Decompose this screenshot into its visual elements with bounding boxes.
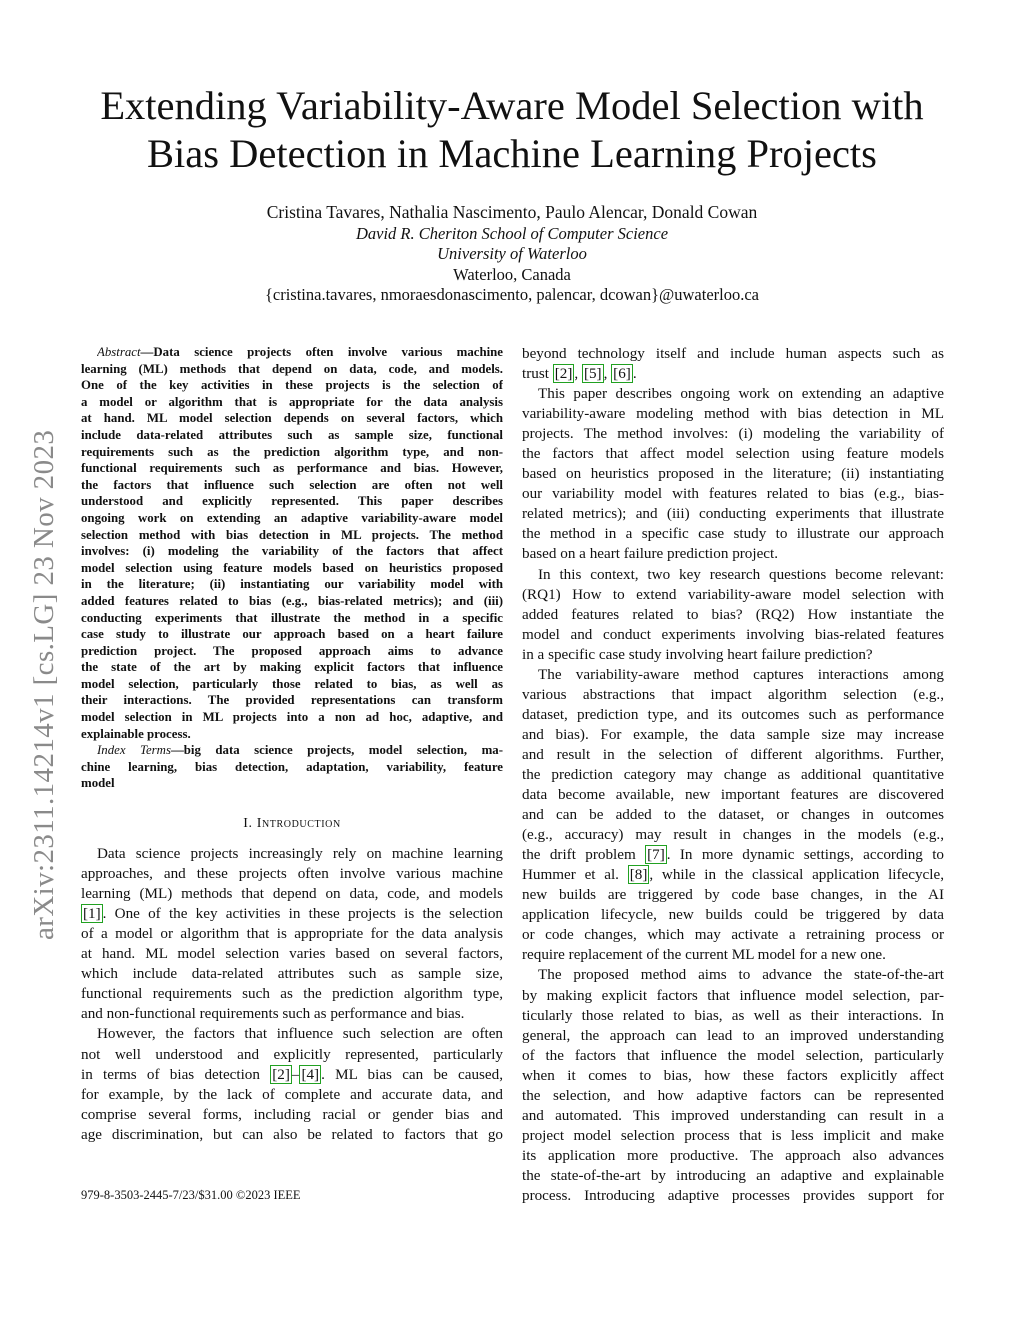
body-line: and bias). For example, the data sample size may increase	[522, 725, 944, 743]
abstract-line: functional requirements such as performance and bias. However,	[81, 461, 503, 476]
author-department: David R. Cheriton School of Computer Science	[355, 223, 669, 243]
body-line: variability-aware modeling method with bias detection in ML	[522, 405, 944, 423]
author-city: Waterloo, Canada	[453, 264, 571, 284]
abstract-line: explainable process.	[81, 726, 191, 741]
title-line-1: Extending Variability-Aware Model Selection with	[100, 83, 924, 128]
citation-link[interactable]: [5]	[583, 365, 602, 383]
intro-left-body	[81, 844, 503, 1145]
body-line: and automated. This improved understanding can result in a	[522, 1106, 944, 1124]
abstract-line: conducting experiments that illustrate the method in a specific	[81, 610, 503, 625]
abstract-line: Abstract—Data science projects often involve various machine	[97, 345, 503, 359]
abstract-line: understood and explicitly represented. This paper describes	[81, 494, 503, 509]
body-line: and can be added to the dataset, or changes in outcomes	[522, 806, 944, 824]
body-line: related metrics); and (iii) conducting experiments that illustrate	[522, 505, 944, 523]
author-emails: {cristina.tavares, nmoraesdonascimento, palencar, dcowan}@uwaterloo.ca	[264, 285, 759, 304]
abstract-line: added features related to bias (e.g., bias-related metrics); and (iii)	[81, 593, 503, 608]
body-line: in terms of bias detection [2] – [4] . ML bias can be caused,	[81, 1065, 503, 1083]
body-line: age discrimination, but can also be related to factors that go	[81, 1125, 503, 1143]
body-line: the factors that affect model selection using feature models	[522, 445, 944, 463]
citation-link[interactable]: [8]	[629, 866, 648, 884]
citation-link[interactable]: [7]	[647, 846, 665, 864]
title-line-2: Bias Detection in Machine Learning Projects	[147, 131, 877, 176]
body-line: at hand. ML model selection varies based on several factors,	[81, 945, 503, 963]
body-line: (RQ1) How to extend variability-aware model selection with	[522, 585, 944, 603]
body-line: project model selection process that is less implicit and make	[522, 1126, 944, 1144]
body-line: of a model or algorithm that is appropriate for the data analysis	[81, 925, 503, 943]
left-column	[81, 344, 503, 1145]
body-line: beyond technology itself and include human aspects such as	[522, 345, 944, 362]
citation-link[interactable]: [1]	[83, 905, 101, 923]
body-line: data become available, new important features are discovered	[522, 786, 944, 804]
body-line: trust [2] , [5] , [6] .	[522, 365, 637, 383]
body-line: not well understood and explicitly represented, particularly	[81, 1045, 503, 1063]
abstract-line: include data-related attributes such as sample size, functional	[81, 427, 503, 442]
abstract-line: at hand. ML model selection depends on several factors, which	[81, 411, 503, 426]
body-line: However, the factors that influence such selection are often	[97, 1025, 503, 1043]
abstract-line: ongoing work on extending an adaptive variability-aware model	[81, 510, 503, 525]
body-line: In this context, two key research questions become relevant:	[538, 565, 944, 583]
body-line: The variability-aware method captures interactions among	[538, 665, 944, 683]
section-heading-introduction: I. Introduction	[243, 816, 341, 832]
body-line: comprise several forms, including racial or gender bias and	[81, 1105, 503, 1123]
abstract-line: a model or algorithm that is appropriate for the data analysis	[81, 394, 503, 409]
body-line: projects. The method involves: (i) modeling the variability of	[522, 425, 944, 443]
body-line: functional requirements such as the prediction algorithm type,	[81, 985, 503, 1003]
abstract-line: involves: (i) modeling the variability of the factors that affect	[81, 544, 503, 559]
body-line: which include data-related attributes such as sample size,	[81, 965, 503, 983]
body-line: The proposed method aims to advance the state-of-the-art	[538, 966, 944, 984]
author-university: University of Waterloo	[437, 244, 587, 263]
citation-link[interactable]: [2]	[554, 365, 573, 383]
body-line: added features related to bias? (RQ2) How instantiate the	[522, 605, 944, 623]
body-line: or code changes, which may activate a retraining process or	[522, 926, 944, 944]
body-line: of the factors that influence the model selection, particularly	[522, 1046, 944, 1064]
body-line: for example, by the lack of complete and accurate data, and	[81, 1085, 503, 1103]
body-line: This paper describes ongoing work on extending an adaptive	[538, 385, 944, 403]
copyright-footer: 979-8-3503-2445-7/23/$31.00 ©2023 IEEE	[81, 1188, 301, 1202]
body-line: Data science projects increasingly rely on machine learning	[97, 845, 503, 863]
abstract	[81, 344, 503, 792]
body-line: model and conduct experiments involving bias-related features	[522, 625, 944, 643]
right-column	[522, 344, 944, 1206]
body-line: its application more productive. The approach also advances	[522, 1146, 944, 1164]
index-terms-line: chine learning, bias detection, adaptation, variability, feature	[81, 759, 503, 774]
abstract-line: case study to illustrate our approach based on a heart failure	[81, 627, 503, 642]
author-names: Cristina Tavares, Nathalia Nascimento, Paulo Alencar, Donald Cowan	[266, 202, 758, 222]
body-line: various abstractions that impact algorithm selection (e.g.,	[522, 685, 944, 703]
abstract-line: prediction project. The proposed approach aims to advance	[81, 643, 503, 658]
body-line: application lifecycle, new builds could be triggered by data	[522, 906, 944, 924]
index-terms-label: Index Terms	[97, 743, 171, 758]
abstract-line: their interactions. The provided representations can transform	[81, 693, 503, 708]
author-block	[0, 202, 1024, 306]
body-line: our variability model with features related to bias (e.g., bias-	[522, 485, 944, 503]
body-line: when it comes to bias, how these factors explicitly affect	[522, 1066, 944, 1084]
body-line: learning (ML) methods that depend on data, code, and models	[81, 885, 503, 903]
index-terms-line: Index Terms—big data science projects, model selection, ma-	[97, 743, 503, 758]
abstract-line: the state of the art by making explicit factors that influence	[81, 660, 503, 675]
abstract-line: in the literature; (ii) instantiating our variability model with	[81, 577, 503, 592]
abstract-line: the factors that influence such selection are often not well	[81, 477, 503, 492]
body-line: [1] . One of the key activities in these projects is the selection	[83, 905, 503, 923]
body-line: by making explicit factors that influence model selection, par-	[522, 986, 944, 1004]
body-line: require replacement of the current ML model for a new one.	[522, 946, 886, 964]
body-line: ticularly those related to bias, as well as their interactions. In	[522, 1006, 944, 1024]
body-line: the state-of-the-art by introducing an adaptive and explainable	[522, 1166, 944, 1184]
abstract-line: One of the key activities in these projects is the selection of	[81, 378, 503, 393]
body-line: approaches, and these projects often involve various machine	[81, 865, 503, 883]
body-line: (e.g., accuracy) may result in changes in the models (e.g.,	[522, 826, 944, 844]
body-line: general, the approach can lead to an improved understanding	[522, 1026, 944, 1044]
body-line: dataset, prediction type, and its outcomes such as performance	[522, 705, 944, 723]
arxiv-stamp: arXiv:2311.14214v1 [cs.LG] 23 Nov 2023	[28, 429, 60, 940]
citation-link[interactable]: [6]	[613, 365, 631, 383]
body-line: new builds are triggered by code base changes, in the AI	[522, 886, 944, 904]
body-line: and result in the selection of different algorithms. Further,	[522, 745, 944, 763]
body-line: in a specific case study involving heart failure prediction?	[522, 645, 873, 663]
body-line: process. Introducing adaptive processes provides support for	[522, 1186, 944, 1204]
abstract-line: model selection using feature models based on heuristics proposed	[81, 560, 503, 575]
abstract-line: requirements such as the prediction algorithm type, and non-	[81, 444, 503, 459]
citation-link[interactable]: [4]	[301, 1065, 320, 1083]
paper-title	[60, 82, 964, 178]
body-line: Hummer et al. [8] , while in the classical application lifecycle,	[522, 866, 944, 884]
body-line: the selection, and how adaptive factors can be represented	[522, 1086, 944, 1104]
body-line: and non-functional requirements such as performance and bias.	[81, 1005, 465, 1023]
citation-link[interactable]: [2]	[272, 1065, 290, 1083]
body-line: the method in a specific case study to illustrate our approach	[522, 525, 944, 543]
abstract-line: selection method with bias detection in ML projects. The method	[81, 527, 503, 542]
index-terms-line: model	[81, 776, 115, 791]
body-line: based on heuristics proposed in the literature; (ii) instantiating	[522, 465, 944, 483]
abstract-label: Abstract	[97, 345, 141, 359]
abstract-line: model selection, particularly those related to bias, as well as	[81, 676, 503, 691]
body-line: based on a heart failure prediction project.	[522, 545, 779, 563]
abstract-line: model selection in ML projects into a non ad hoc, adaptive, and	[81, 710, 503, 725]
abstract-line: learning (ML) methods that depend on data, code, and models.	[81, 361, 503, 376]
body-line: the prediction category may change as additional quantitative	[522, 765, 944, 783]
body-line: the drift problem [7] . In more dynamic settings, according to	[522, 846, 944, 864]
